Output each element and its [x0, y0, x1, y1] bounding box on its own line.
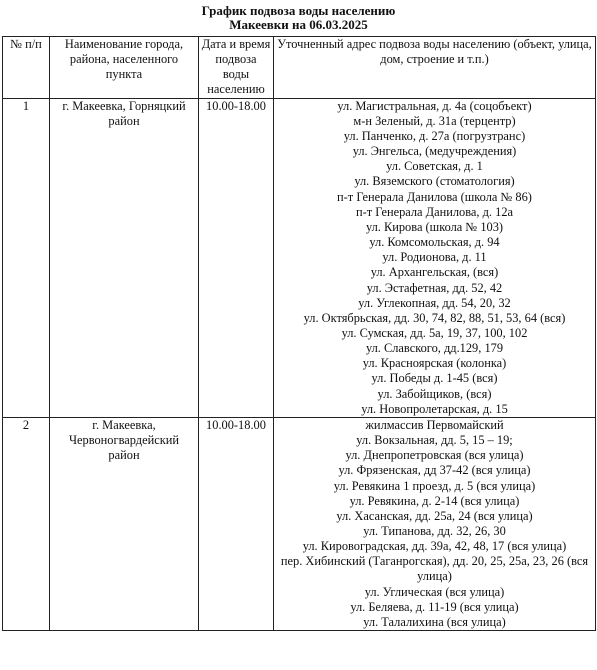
address-line: ул. Победы д. 1-45 (вся): [371, 371, 498, 386]
district-cell: г. Макеевка, Червоногвардейский район: [50, 417, 199, 630]
table-row: [3, 98, 596, 417]
address-line: ул. Вяземского (стоматология): [354, 174, 515, 189]
address-line: ул. Ревякина, д. 2-14 (вся улица): [349, 493, 520, 508]
address-cell: [274, 98, 596, 417]
address-line: ул. Типанова, дд. 32, 26, 30: [363, 524, 506, 538]
title-line-2: Макеевки на 06.03.2025: [229, 17, 368, 32]
header-district: Наименование города, района, населенного пункта: [50, 37, 199, 99]
address-cell: [274, 417, 596, 630]
address-line: ул. Забойщиков, (вся): [377, 386, 492, 401]
address-line: ул. Славского, дд.129, 179: [365, 341, 504, 356]
water-schedule-table: [2, 36, 596, 631]
address-line: ул. Октябрьская, дд. 30, 74, 82, 88, 51, 53, 64 (вся): [303, 310, 566, 325]
title-line-1: График подвоза воды населению: [201, 3, 396, 18]
time-cell: 10.00-18.00: [199, 98, 274, 417]
address-line: ул. Днепропетровская (вся улица): [345, 448, 524, 463]
row-number-cell: 2: [3, 417, 50, 630]
address-line: п-т Генерала Данилова, д. 12а: [355, 204, 514, 219]
table-row: [3, 417, 596, 630]
address-line: ул. Магистральная, д. 4а (соцобъект): [337, 98, 532, 113]
address-line: ул. Новопролетарская, д. 15: [361, 401, 508, 416]
address-line: ул. Углическая (вся улица): [364, 584, 505, 599]
address-line: ул. Кирова (школа № 103): [365, 219, 504, 234]
header-address: Уточненный адрес подвоза воды населению (объект, улица, дом, строение и т.п.): [274, 37, 596, 99]
header-number: № п/п: [3, 37, 50, 99]
header-time: Дата и время подвоза воды населению: [199, 37, 274, 99]
address-line: ул. Советская, д. 1: [386, 159, 483, 174]
address-line: пер. Хибинский (Таганрогская), дд. 20, 25, 25а, 23, 26 (вся улица): [280, 554, 589, 584]
document-title: [0, 0, 597, 32]
time-cell: 10.00-18.00: [199, 417, 274, 630]
address-line: ул. Красноярская (колонка): [362, 356, 507, 371]
address-line: ул. Сумская, дд. 5а, 19, 37, 100, 102: [341, 325, 528, 340]
address-line: ул. Вокзальная, дд. 5, 15 – 19;: [356, 433, 513, 448]
address-line: ул. Беляева, д. 11-19 (вся улица): [350, 599, 519, 614]
address-line: ул. Комсомольская, д. 94: [369, 235, 500, 250]
address-line: ул. Фрязенская, дд 37-42 (вся улица): [338, 463, 531, 478]
address-line: жилмассив Первомайский: [365, 417, 504, 432]
address-line: ул. Архангельская, (вся): [370, 265, 499, 280]
address-line: ул. Хасанская, дд. 25а, 24 (вся улица): [336, 508, 533, 523]
address-line: ул. Родионова, д. 11: [382, 250, 487, 265]
district-cell: г. Макеевка, Горняцкий район: [50, 98, 199, 417]
address-line: ул. Эстафетная, дд. 52, 42: [366, 280, 503, 295]
row-number-cell: 1: [3, 98, 50, 417]
address-line: ул. Углекопная, дд. 54, 20, 32: [358, 295, 511, 310]
address-line: ул. Панченко, д. 27а (погрузтранс): [343, 128, 526, 143]
address-line: п-т Генерала Данилова (школа № 86): [337, 189, 532, 204]
table-header-row: [3, 37, 596, 99]
address-line: ул. Кировоградская, дд. 39а, 42, 48, 17 (вся улица): [302, 539, 567, 554]
address-line: ул. Энгельса, (медучреждения): [352, 144, 517, 159]
address-line: ул. Талалихина (вся улица): [363, 614, 506, 629]
address-line: м-н Зеленый, д. 31а (терцентр): [353, 113, 516, 128]
address-line: ул. Ревякина 1 проезд, д. 5 (вся улица): [333, 478, 536, 493]
